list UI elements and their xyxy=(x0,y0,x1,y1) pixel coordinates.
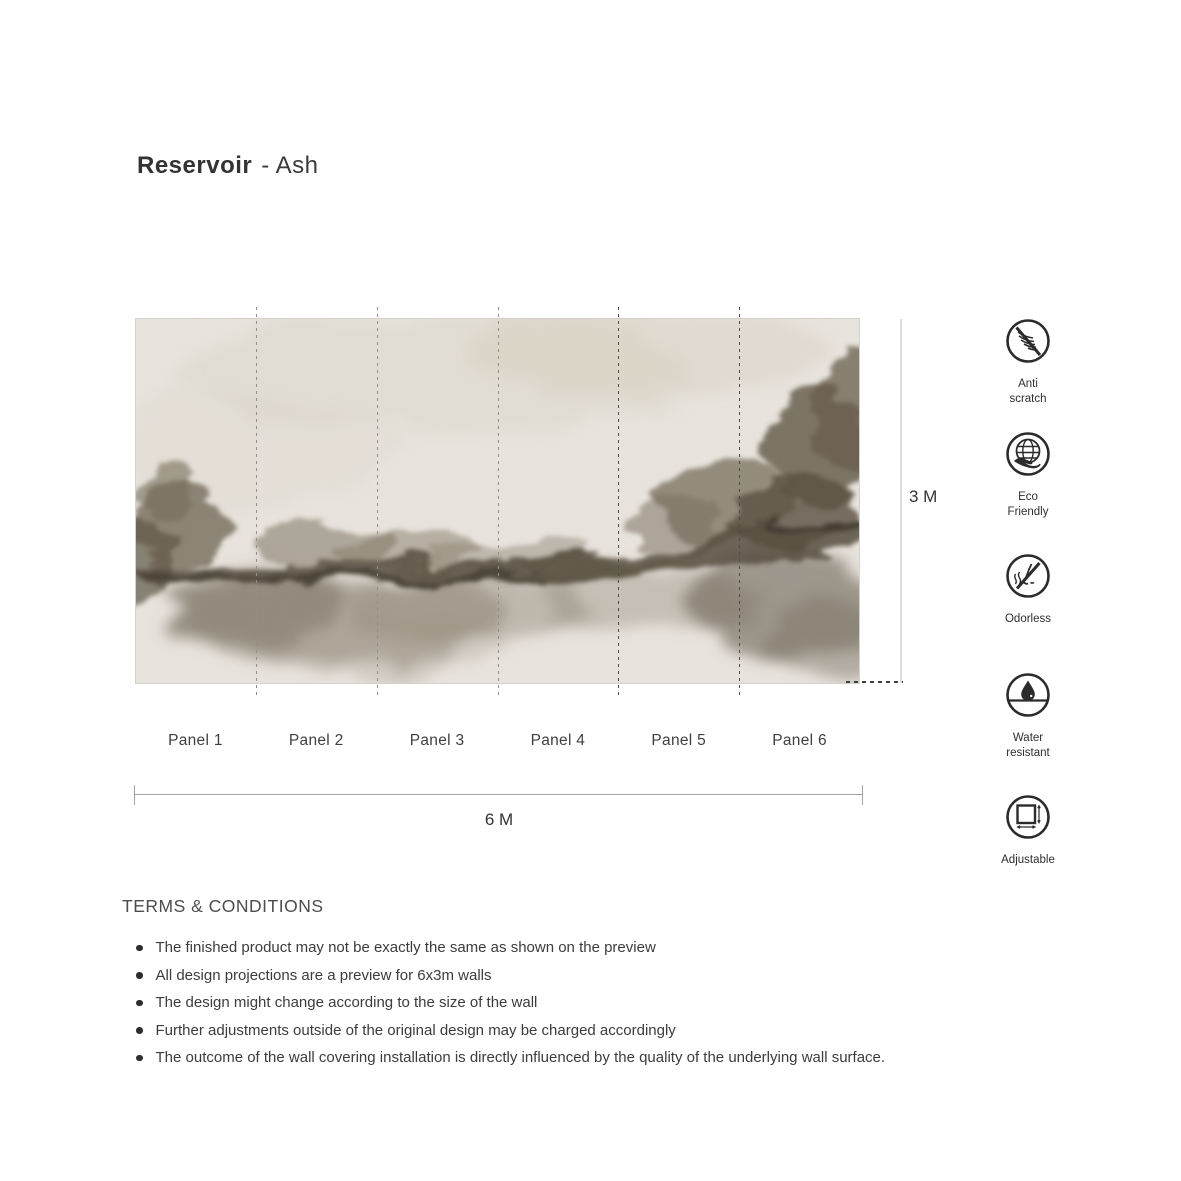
width-measure-tick-right xyxy=(862,785,863,805)
width-dimension-label: 6 M xyxy=(484,810,514,829)
panel-label-3: Panel 3 xyxy=(409,732,465,749)
panel-label-6: Panel 6 xyxy=(772,732,827,749)
panel-label-4: Panel 4 xyxy=(530,732,586,749)
panel-label-1: Panel 1 xyxy=(168,732,223,749)
bullet-dot xyxy=(136,1055,143,1062)
terms-section xyxy=(122,896,992,1066)
width-measure-tick-left xyxy=(134,785,135,805)
eco-friendly-icon xyxy=(1004,430,1052,483)
water-resistant-icon xyxy=(1004,671,1052,724)
feature-anti-scratch xyxy=(963,317,1093,407)
panel-divider-4 xyxy=(618,307,619,699)
feature-label: Water resistant xyxy=(1006,732,1050,759)
panel-label-2: Panel 2 xyxy=(288,732,344,749)
page-title xyxy=(137,152,318,180)
feature-adjustable xyxy=(963,793,1093,868)
feature-eco-friendly xyxy=(963,430,1093,520)
feature-label: Eco Friendly xyxy=(1007,491,1049,518)
terms-item: The outcome of the wall covering installation is directly influenced by the quality of the underlying wall surface. xyxy=(122,1050,992,1066)
panel-divider-5 xyxy=(739,307,740,699)
bullet-dot xyxy=(136,1000,143,1007)
bullet-dot xyxy=(136,945,143,952)
terms-item: All design projections are a preview for 6x3m walls xyxy=(122,968,992,984)
panel-divider-3 xyxy=(498,307,499,699)
bullet-dot xyxy=(136,1027,143,1034)
adjustable-icon xyxy=(1004,793,1052,846)
feature-odorless xyxy=(963,552,1093,627)
terms-heading: TERMS & CONDITIONS xyxy=(122,896,324,916)
terms-list xyxy=(122,940,992,1066)
panel-divider-2 xyxy=(377,307,378,699)
height-measure-line xyxy=(900,319,902,683)
feature-label: Anti scratch xyxy=(1009,378,1047,405)
bullet-dot xyxy=(136,972,143,979)
feature-label: Adjustable xyxy=(1001,854,1055,866)
height-measure-dashed-connector xyxy=(846,681,903,683)
feature-water-resistant xyxy=(963,671,1093,761)
panel-label-5: Panel 5 xyxy=(651,732,707,749)
odorless-icon xyxy=(1004,552,1052,605)
terms-item: The design might change according to the size of the wall xyxy=(122,995,992,1011)
feature-label: Odorless xyxy=(1004,613,1052,625)
anti-scratch-icon xyxy=(1004,317,1052,370)
product-name: Reservoir xyxy=(137,152,253,179)
panel-divider-1 xyxy=(256,307,257,699)
width-measure-line xyxy=(134,794,863,795)
terms-item: The finished product may not be exactly the same as shown on the preview xyxy=(122,940,992,956)
product-variant: - Ash xyxy=(261,152,319,179)
panel-labels-row xyxy=(135,732,860,750)
terms-item: Further adjustments outside of the original design may be charged accordingly xyxy=(122,1023,992,1039)
height-dimension-label: 3 M xyxy=(909,487,938,506)
